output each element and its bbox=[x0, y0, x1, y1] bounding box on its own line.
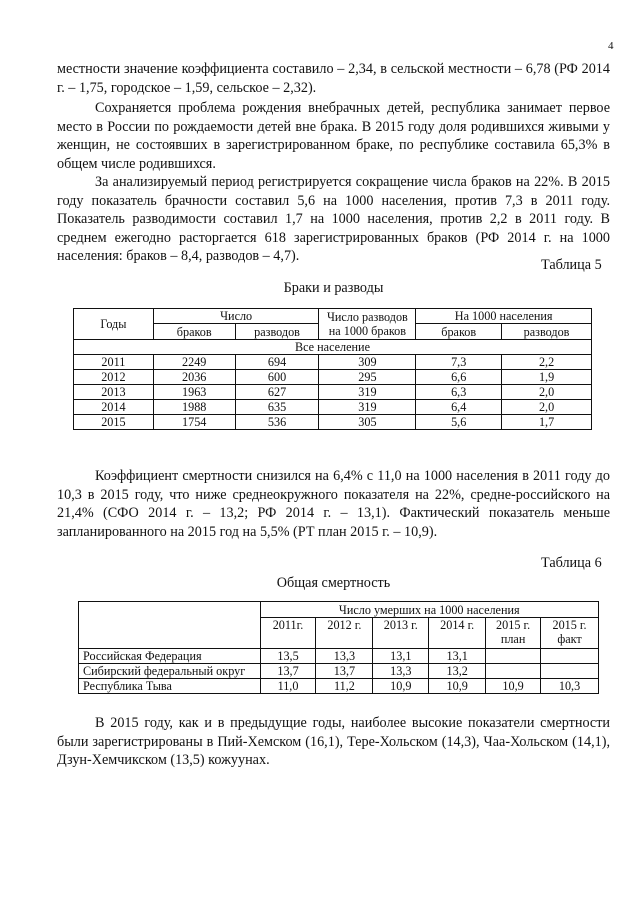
page-number: 4 bbox=[608, 40, 614, 52]
table-row bbox=[74, 370, 592, 385]
cell-marriage-rate: 6,6 bbox=[416, 370, 502, 385]
header-number: Число bbox=[153, 309, 319, 324]
cell-divorces: 600 bbox=[235, 370, 319, 385]
cell-marriage-rate: 5,6 bbox=[416, 415, 502, 430]
cell-divorces: 536 bbox=[235, 415, 319, 430]
paragraph-marriages: За анализируемый период регистрируется сокращение числа браков на 22%. В 2015 году показатель брачности составил 5,6 на 1000 населения, против 7,3 в 2011 году. Показатель разводимости составил 1,7 на 1000 населения, против 2,2 в 2011 году. В среднем ежегодно расторгается 618 зарегистрированных браков (РФ 2014 г. на 1000 населения: браков – 8,4, разводов – 4,7). bbox=[57, 174, 610, 265]
cell-2015-fact: 10,3 bbox=[541, 679, 599, 694]
cell-region: Республика Тыва bbox=[79, 679, 261, 694]
header-2011: 2011г. bbox=[260, 618, 316, 649]
table-row bbox=[79, 664, 599, 679]
header-2013: 2013 г. bbox=[373, 618, 429, 649]
cell-2013: 13,3 bbox=[373, 664, 429, 679]
header-rate-divorces: разводов bbox=[502, 324, 592, 340]
table-row bbox=[74, 355, 592, 370]
cell-div-per-1000: 305 bbox=[319, 415, 416, 430]
cell-year: 2013 bbox=[74, 385, 154, 400]
mortality-table bbox=[78, 601, 599, 694]
cell-year: 2014 bbox=[74, 400, 154, 415]
header-years: Годы bbox=[74, 309, 154, 340]
table5-title: Браки и разводы bbox=[283, 280, 384, 296]
table6-title: Общая смертность bbox=[276, 575, 391, 591]
header-divorces-per-1000-marriages bbox=[319, 309, 416, 340]
header-marriages: браков bbox=[153, 324, 235, 340]
cell-2014: 13,2 bbox=[429, 664, 486, 679]
cell-divorces: 635 bbox=[235, 400, 319, 415]
cell-marriages: 1963 bbox=[153, 385, 235, 400]
cell-div-per-1000: 295 bbox=[319, 370, 416, 385]
table-row bbox=[74, 400, 592, 415]
paragraph-extramarital-births: Сохраняется проблема рождения внебрачных детей, республика занимает первое место в России по рождаемости детей вне брака. В 2015 году доля родившихся живыми у женщин, не состоявших в зарегистрированном браке, по республике составила 65,3% в общем числе родившихся. bbox=[57, 100, 610, 172]
cell-divorce-rate: 1,9 bbox=[502, 370, 592, 385]
cell-year: 2012 bbox=[74, 370, 154, 385]
cell-marriages: 1988 bbox=[153, 400, 235, 415]
paragraph-mortality: Коэффициент смертности снизился на 6,4% с 11,0 на 1000 населения в 2011 году до 10,3 в 2015 году, что ниже среднеокружного показателя на 22%, средне-российского на 21,4% (СФО 2014 г. – 13,2; РФ 2014 г. – 13,1). Фактический показатель меньше запланированного на 2015 год на 5,5% (РТ план 2015 г. – 10,9). bbox=[57, 468, 610, 540]
cell-div-per-1000: 319 bbox=[319, 385, 416, 400]
cell-region: Российская Федерация bbox=[79, 649, 261, 664]
paragraph-rural-coefficient: местности значение коэффициента составило – 2,34, в сельской местности – 6,78 (РФ 2014 г. – 1,75, городское – 1,59, сельское – 2,32). bbox=[57, 61, 610, 96]
table-row bbox=[74, 415, 592, 430]
cell-2015-plan bbox=[486, 664, 541, 679]
cell-2015-plan: 10,9 bbox=[486, 679, 541, 694]
header-per-1000-population: На 1000 населения bbox=[416, 309, 592, 324]
header-2014: 2014 г. bbox=[429, 618, 486, 649]
cell-2012: 13,7 bbox=[316, 664, 373, 679]
cell-2012: 13,3 bbox=[316, 649, 373, 664]
cell-marriage-rate: 6,4 bbox=[416, 400, 502, 415]
header-2015-fact-year: 2015 г. bbox=[552, 618, 587, 632]
cell-div-per-1000: 309 bbox=[319, 355, 416, 370]
cell-marriages: 2036 bbox=[153, 370, 235, 385]
cell-year: 2011 bbox=[74, 355, 154, 370]
cell-2014: 13,1 bbox=[429, 649, 486, 664]
table5-label: Таблица 5 bbox=[541, 257, 602, 273]
cell-divorce-rate: 1,7 bbox=[502, 415, 592, 430]
cell-2011: 11,0 bbox=[260, 679, 316, 694]
cell-divorces: 627 bbox=[235, 385, 319, 400]
cell-2013: 10,9 bbox=[373, 679, 429, 694]
header-divorces: разводов bbox=[235, 324, 319, 340]
cell-region: Сибирский федеральный округ bbox=[79, 664, 261, 679]
cell-2015-fact bbox=[541, 664, 599, 679]
cell-divorce-rate: 2,0 bbox=[502, 400, 592, 415]
header-2012: 2012 г. bbox=[316, 618, 373, 649]
header-region-blank bbox=[79, 602, 261, 649]
cell-marriages: 1754 bbox=[153, 415, 235, 430]
header-2015-plan-label: план bbox=[500, 632, 526, 646]
header-2015-plan-year: 2015 г. bbox=[496, 618, 531, 632]
cell-marriage-rate: 6,3 bbox=[416, 385, 502, 400]
cell-divorces: 694 bbox=[235, 355, 319, 370]
cell-divorce-rate: 2,0 bbox=[502, 385, 592, 400]
table-row bbox=[79, 679, 599, 694]
cell-2012: 11,2 bbox=[316, 679, 373, 694]
cell-divorce-rate: 2,2 bbox=[502, 355, 592, 370]
header-divorces-per-1000-line2: на 1000 браков bbox=[328, 324, 407, 338]
cell-2015-plan bbox=[486, 649, 541, 664]
header-2015-fact bbox=[541, 618, 599, 649]
cell-2015-fact bbox=[541, 649, 599, 664]
paragraph-kozhuuns: В 2015 году, как и в предыдущие годы, наиболее высокие показатели смертности были зарегистрированы в Пий-Хемском (16,1), Тере-Хольском (14,3), Чаа-Хольском (14,1), Дзун-Хемчикском (13,5) кожуунах. bbox=[57, 715, 610, 769]
cell-2013: 13,1 bbox=[373, 649, 429, 664]
header-2015-fact-label: факт bbox=[557, 632, 582, 646]
cell-div-per-1000: 319 bbox=[319, 400, 416, 415]
table-row bbox=[79, 649, 599, 664]
cell-year: 2015 bbox=[74, 415, 154, 430]
header-rate-marriages: браков bbox=[416, 324, 502, 340]
header-2015-plan bbox=[486, 618, 541, 649]
table-row bbox=[74, 385, 592, 400]
cell-2011: 13,5 bbox=[260, 649, 316, 664]
cell-2014: 10,9 bbox=[429, 679, 486, 694]
header-deaths-per-1000: Число умерших на 1000 населения bbox=[260, 602, 598, 618]
section-all-population: Все население bbox=[74, 340, 592, 355]
cell-marriages: 2249 bbox=[153, 355, 235, 370]
table6-label: Таблица 6 bbox=[541, 555, 602, 571]
cell-2011: 13,7 bbox=[260, 664, 316, 679]
cell-marriage-rate: 7,3 bbox=[416, 355, 502, 370]
marriages-divorces-table bbox=[73, 308, 592, 430]
header-divorces-per-1000-line1: Число разводов bbox=[326, 310, 408, 324]
